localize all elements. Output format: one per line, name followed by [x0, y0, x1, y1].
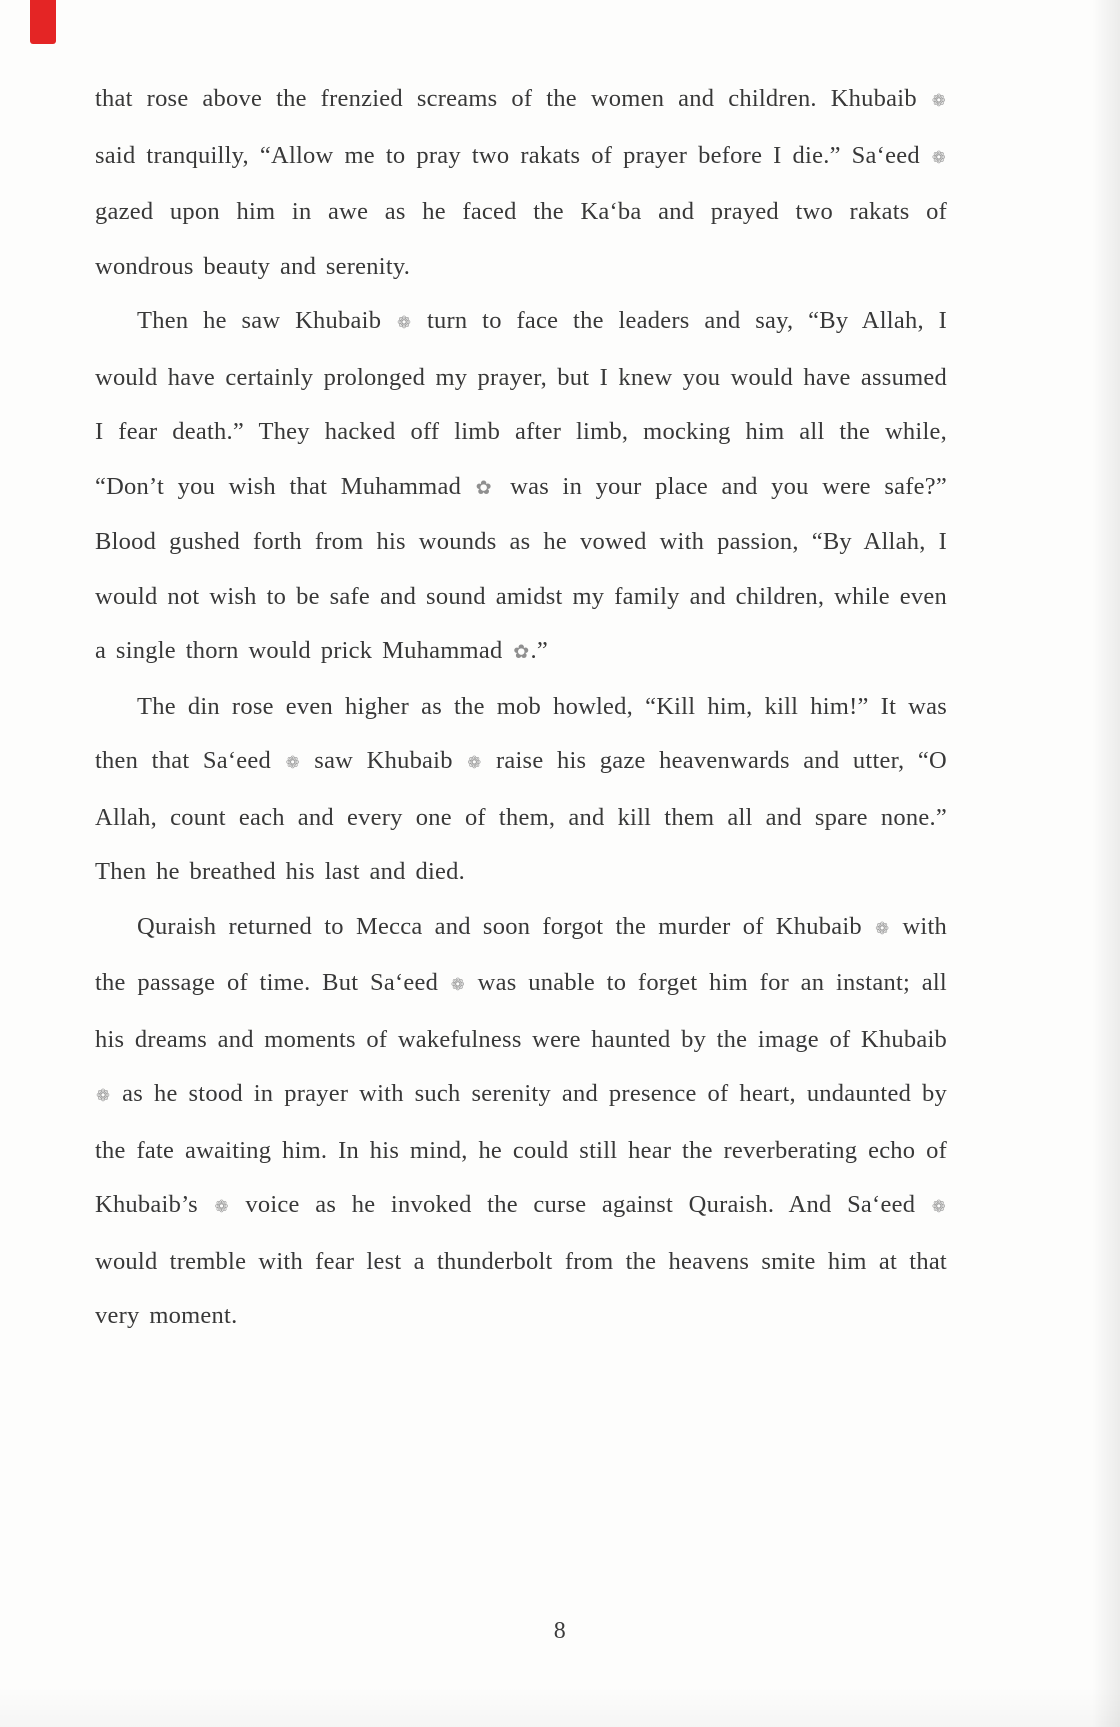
page-edge-shadow — [1092, 0, 1120, 1727]
radiallahu-anhu-honorific-icon: ❁ — [467, 753, 482, 772]
paragraph: The din rose even higher as the mob howled, “Kill him, kill him!” It was then that Sa‘eed ❁ saw Khubaib ❁ raise his gaze heavenwards and utter, “O Allah, count each and every one of them, and kill them all and spare none.” Then he breathed his last and died. — [95, 692, 947, 885]
scan-artifact-red-mark — [30, 0, 56, 44]
paragraph: Quraish returned to Mecca and soon forgot the murder of Khubaib ❁ with the passage of time. But Sa‘eed ❁ was unable to forget him for an instant; all his dreams and moments of wakefulness were haunted by the image of Khubaib ❁ as he stood in prayer with such serenity and presence of heart, undaunted by the fate awaiting him. In his mind, he could still hear the reverberating echo of Khubaib’s ❁ voice as he invoked the curse against Quraish. And Sa‘eed ❁ would tremble with fear lest a thunderbolt from the heavens smite him at that very moment. — [95, 912, 947, 1329]
radiallahu-anhu-honorific-icon: ❁ — [931, 1197, 946, 1216]
paragraph: Then he saw Khubaib ❁ turn to face the leaders and say, “By Allah, I would have certainly prolonged my prayer, but I knew you would have assumed I fear death.” They hacked off limb after limb, mocking him all the while, “Don’t you wish that Muhammad ✿ was in your place and you were safe?” Blood gushed forth from his wounds as he vowed with passion, “By Allah, I would not wish to be safe and sound amidst my family and children, while even a single thorn would prick Muhammad ✿.” — [95, 307, 947, 664]
sallallahu-alayhi-wasallam-honorific-icon: ✿ — [513, 640, 530, 663]
radiallahu-anhu-honorific-icon: ❁ — [396, 313, 412, 332]
radiallahu-anhu-honorific-icon: ❁ — [875, 918, 890, 938]
radiallahu-anhu-honorific-icon: ❁ — [285, 753, 300, 772]
radiallahu-anhu-honorific-icon: ❁ — [931, 91, 946, 110]
radiallahu-anhu-honorific-icon: ❁ — [96, 1086, 111, 1105]
page-bottom-shade — [0, 1687, 1120, 1727]
paragraph: that rose above the frenzied screams of the women and children. Khubaib ❁ said tranquilly, “Allow me to pray two rakats of prayer before I die.” Sa‘eed ❁ gazed upon him in awe as he faced the Ka‘ba and prayed two rakats of wondrous beauty and serenity. — [95, 85, 947, 280]
radiallahu-anhu-honorific-icon: ❁ — [450, 975, 465, 994]
radiallahu-anhu-honorific-icon: ❁ — [931, 147, 946, 167]
radiallahu-anhu-honorific-icon: ❁ — [214, 1197, 229, 1216]
page-number: 8 — [553, 1618, 567, 1644]
sallallahu-alayhi-wasallam-honorific-icon: ✿ — [475, 475, 496, 499]
page-paragraphs — [95, 72, 947, 1344]
